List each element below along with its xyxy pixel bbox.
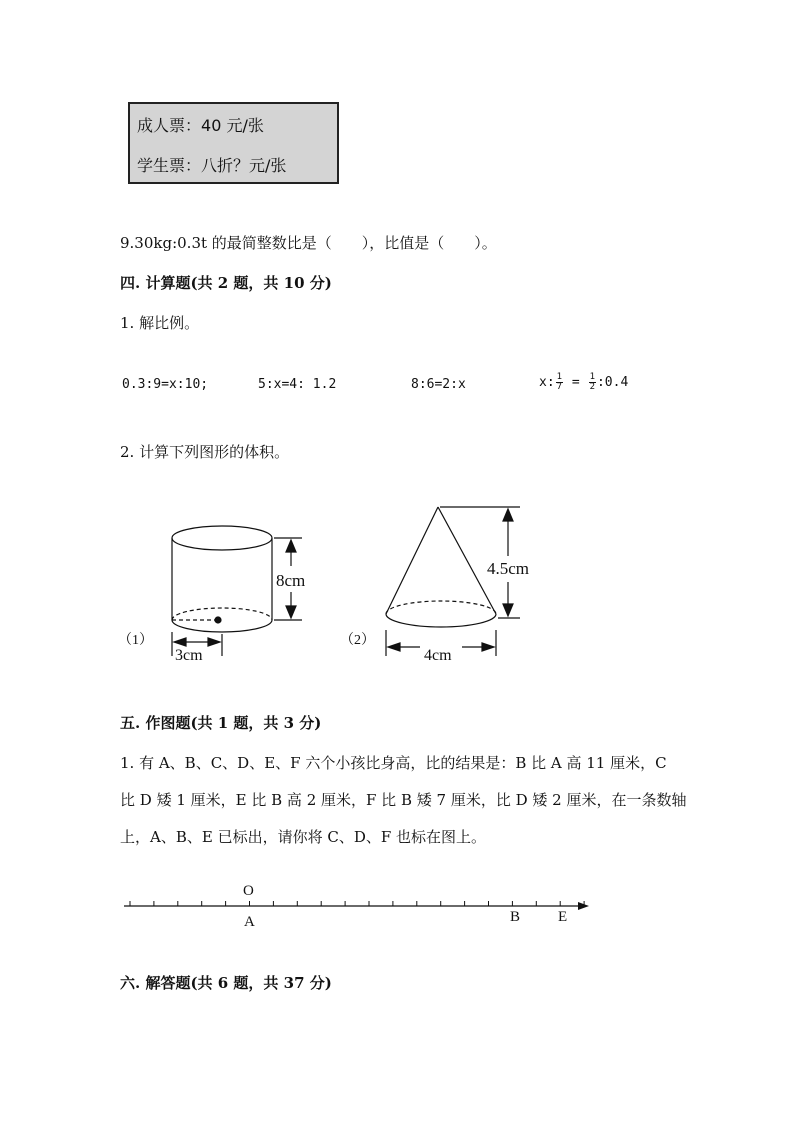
cone-base-back xyxy=(386,601,496,614)
equation-3: 8:6=2:x xyxy=(411,377,466,392)
arrow-head-icon xyxy=(286,540,296,552)
section-5-q1-line-1: 1. 有 A、B、C、D、E、F 六个小孩比身高，比的结果是：B 比 A 高 11 厘米，C xyxy=(120,754,667,772)
fraction-numerator: 1 xyxy=(556,372,563,382)
equation-2: 5:x=4: 1.2 xyxy=(258,377,337,392)
student-ticket-label: 学生票： xyxy=(137,156,202,175)
arrow-head-icon xyxy=(286,606,296,618)
number-line-ticks xyxy=(130,901,584,906)
cone-height-label: 4.5cm xyxy=(487,559,530,578)
section-4-heading: 四. 计算题(共 2 题，共 10 分) xyxy=(120,274,332,292)
equation-4-equals: = xyxy=(564,375,588,390)
equation-4-prefix: x: xyxy=(539,375,555,390)
cylinder-bottom-back xyxy=(172,608,272,620)
cylinder-figure xyxy=(172,526,302,656)
axis-point-a-label: A xyxy=(244,914,255,930)
section-5-q1-line-3: 上，A、B、E 已标出，请你将 C、D、F 也标在图上。 xyxy=(120,828,487,846)
equation-4-suffix: :0.4 xyxy=(596,375,629,390)
section-6-heading: 六. 解答题(共 6 题，共 37 分) xyxy=(120,974,332,992)
section-5-heading: 五. 作图题(共 1 题，共 3 分) xyxy=(120,714,322,732)
axis-point-b-label: B xyxy=(510,909,521,925)
number-line xyxy=(0,870,794,940)
equation-1: 0.3:9=x:10; xyxy=(122,377,209,392)
arrow-head-icon xyxy=(388,643,400,651)
cone-index-label: （2） xyxy=(340,633,375,648)
number-line-arrow-icon xyxy=(578,902,589,910)
arrow-head-icon xyxy=(208,638,220,646)
arrow-head-icon xyxy=(503,509,513,521)
arrow-head-icon xyxy=(174,638,186,646)
cylinder-bottom-front xyxy=(172,620,272,632)
adult-ticket-price: 40 元/张 xyxy=(201,116,264,135)
axis-point-e-label: E xyxy=(558,909,568,925)
section-4-q2-label: 2. 计算下列图形的体积。 xyxy=(120,443,290,461)
adult-ticket-label: 成人票： xyxy=(137,116,202,135)
arrow-head-icon xyxy=(482,643,494,651)
fraction-denominator: 2 xyxy=(589,382,595,392)
cone-base-front xyxy=(386,614,496,627)
fraction-numerator: 1 xyxy=(589,372,595,382)
cylinder-radius-label: 3cm xyxy=(175,647,203,664)
section-4-q1-label: 1. 解比例。 xyxy=(120,314,200,332)
section-5-q1-line-2: 比 D 矮 1 厘米，E 比 B 高 2 厘米，F 比 B 矮 7 厘米，比 D 矮 2 厘米，在一条数轴 xyxy=(120,791,687,809)
cylinder-top-ellipse xyxy=(172,526,272,550)
fraction-denominator: 7 xyxy=(556,382,563,392)
cone-left-side xyxy=(386,507,438,614)
question-9: 9.30kg:0.3t 的最简整数比是（ ），比值是（ ）。 xyxy=(120,234,497,252)
axis-origin-label: O xyxy=(243,883,254,899)
student-ticket-price: 八折？元/张 xyxy=(201,156,287,175)
cone-figure xyxy=(386,507,520,656)
arrow-head-icon xyxy=(503,604,513,616)
cylinder-index-label: （1） xyxy=(118,633,153,648)
cylinder-height-label: 8cm xyxy=(276,571,306,590)
cylinder-center-dot xyxy=(215,617,221,623)
cone-diameter-label: 4cm xyxy=(424,647,452,664)
